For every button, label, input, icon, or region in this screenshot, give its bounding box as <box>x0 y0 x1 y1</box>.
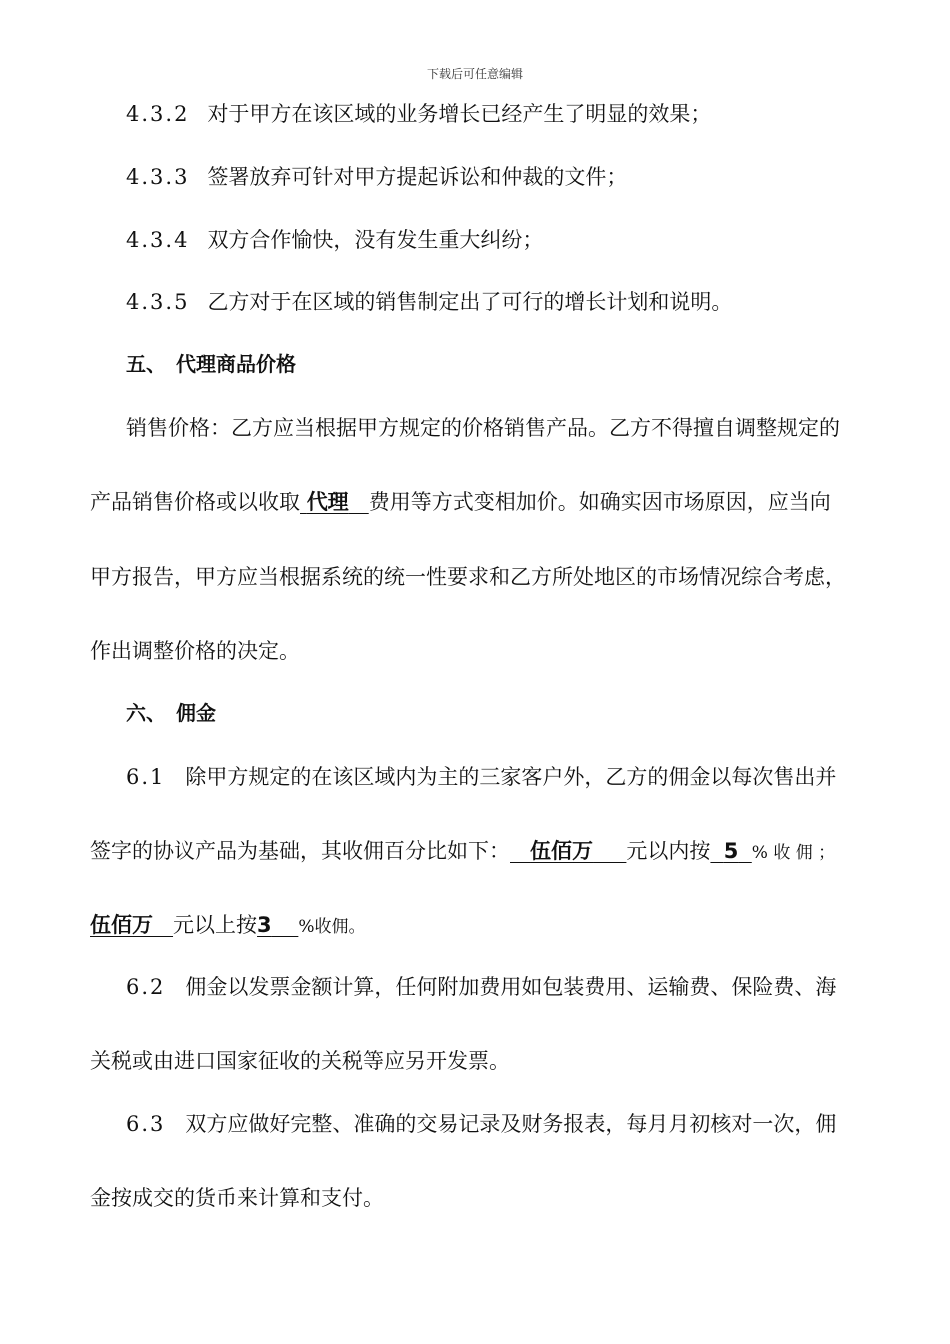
paragraph-line: 甲方报告，甲方应当根据系统的统一性要求和乙方所处地区的市场情况综合考虑， <box>90 565 846 589</box>
section-heading: 六、 佣金 <box>126 701 216 725</box>
paragraph-line: 金按成交的货币来计算和支付。 <box>90 1186 384 1210</box>
paragraph-line: 关税或由进口国家征收的关税等应另开发票。 <box>90 1049 510 1073</box>
item-number: 6.2 <box>126 975 166 999</box>
text-segment: 签字的协议产品为基础，其收佣百分比如下： <box>90 839 510 863</box>
list-item <box>126 226 543 254</box>
paragraph-line <box>126 763 836 791</box>
item-text: 双方合作愉快，没有发生重大纠纷； <box>207 228 544 252</box>
paragraph-line: 作出调整价格的决定。 <box>90 639 300 663</box>
filled-blank-amount: 伍佰万 <box>90 913 153 937</box>
text-segment: 元以内按 <box>626 839 711 863</box>
list-item <box>126 163 627 191</box>
item-number: 4.3.2 <box>126 102 190 126</box>
section-heading: 五、 代理商品价格 <box>126 352 296 376</box>
paragraph-line <box>90 911 366 941</box>
text-segment: %收佣。 <box>298 917 366 937</box>
page-header: 下载后可任意编辑 <box>426 67 523 81</box>
paragraph-line: 销售价格：乙方应当根据甲方规定的价格销售产品。乙方不得擅自调整规定的 <box>126 416 840 440</box>
filled-blank-rate: 3 <box>257 913 272 937</box>
item-text: 对于甲方在该区域的业务增长已经产生了明显的效果； <box>207 102 712 126</box>
text-segment: 费用等方式变相加价。如确实因市场原因，应当向 <box>368 490 831 514</box>
text-segment: 元以上按 <box>173 913 258 937</box>
filled-blank-rate: 5 <box>723 839 739 863</box>
item-text: 除甲方规定的在该区域内为主的三家客户外，乙方的佣金以每次售出并 <box>185 765 837 789</box>
item-text: 签署放弃可针对甲方提起诉讼和仲裁的文件； <box>207 165 628 189</box>
item-text: 佣金以发票金额计算，任何附加费用如包装费用、运输费、保险费、海 <box>185 975 837 999</box>
paragraph-line <box>126 973 836 1001</box>
item-text: 双方应做好完整、准确的交易记录及财务报表，每月月初核对一次，佣 <box>185 1112 837 1136</box>
text-segment: % 收 佣 ； <box>751 843 836 863</box>
item-number: 6.3 <box>126 1112 166 1136</box>
paragraph-line <box>126 1110 836 1138</box>
item-number: 4.3.5 <box>126 290 190 314</box>
item-number: 6.1 <box>126 765 166 789</box>
paragraph-line <box>90 488 831 516</box>
item-text: 乙方对于在区域的销售制定出了可行的增长计划和说明。 <box>207 290 733 314</box>
list-item <box>126 288 732 316</box>
paragraph-line <box>90 837 835 867</box>
filled-blank-amount: 伍佰万 <box>530 839 594 863</box>
item-number: 4.3.3 <box>126 165 190 189</box>
text-segment: 产品销售价格或以收取 <box>90 490 300 514</box>
list-item <box>126 100 711 128</box>
item-number: 4.3.4 <box>126 228 190 252</box>
filled-blank-agency: 代理 <box>306 490 349 514</box>
